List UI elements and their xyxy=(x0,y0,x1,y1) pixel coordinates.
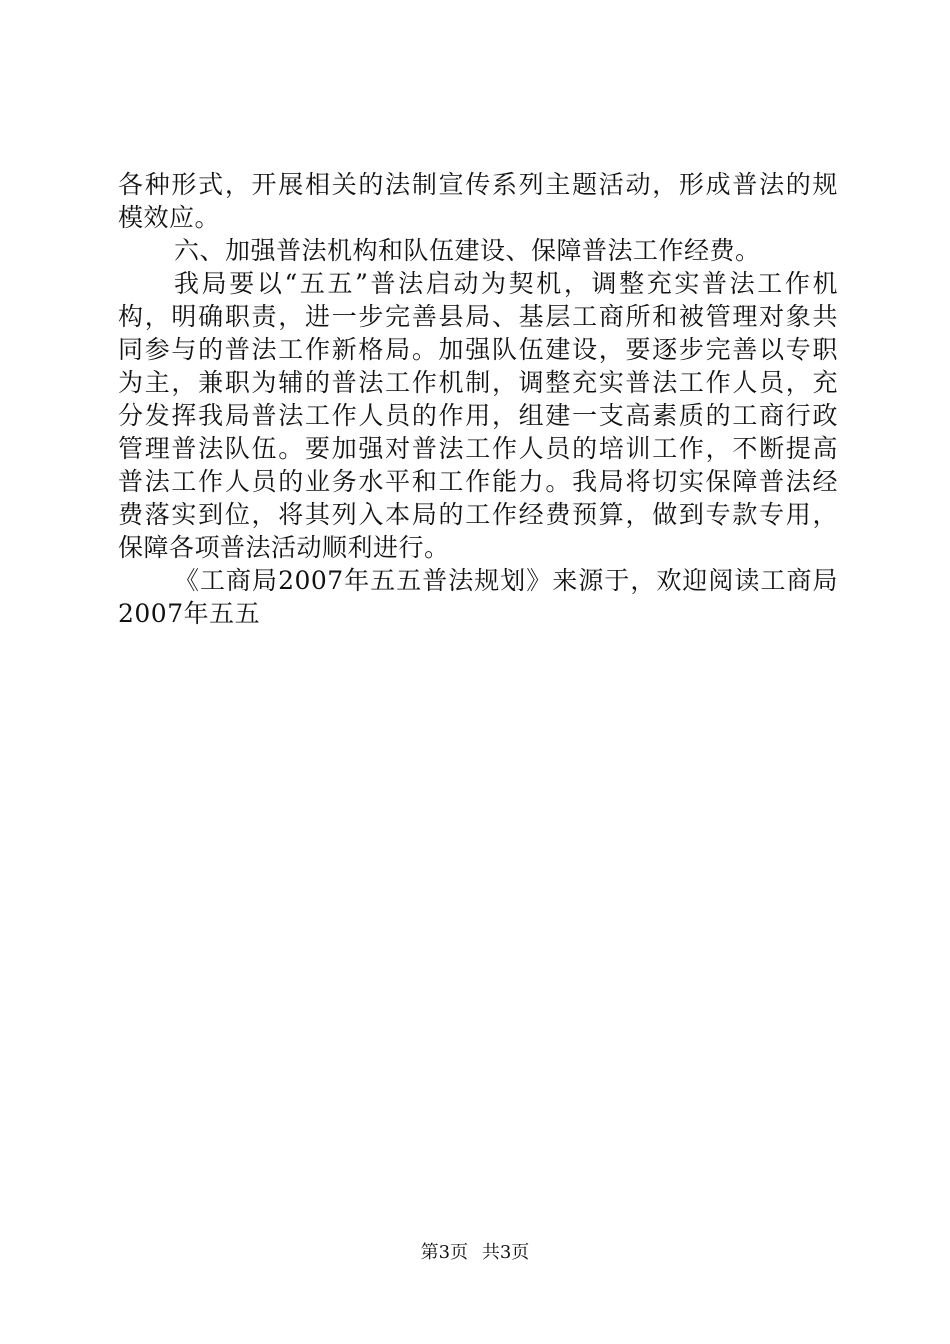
text-line: 为主，兼职为辅的普法工作机制，调整充实普法工作人员，充 xyxy=(118,368,838,397)
page-number: 第3页 xyxy=(420,1242,469,1263)
text-line: 模效应。 xyxy=(118,203,221,232)
text-line: 各种形式，开展相关的法制宣传系列主题活动，形成普法的规 xyxy=(118,170,838,199)
text-line: 普法工作人员的业务水平和工作能力。我局将切实保障普法经 xyxy=(118,467,838,496)
text-line: 我局要以“五五”普法启动为契机，调整充实普法工作机 xyxy=(174,269,838,298)
document-body xyxy=(118,168,838,630)
section-heading: 六、加强普法机构和队伍建设、保障普法工作经费。 xyxy=(174,236,761,265)
text-line: 分发挥我局普法工作人员的作用，组建一支高素质的工商行政 xyxy=(118,401,838,430)
text-line: 2007年五五 xyxy=(118,599,261,628)
text-line: 《工商局2007年五五普法规划》来源于，欢迎阅读工商局 xyxy=(174,566,838,595)
text-line: 费落实到位，将其列入本局的工作经费预算，做到专款专用， xyxy=(118,500,838,529)
text-line: 保障各项普法活动顺利进行。 xyxy=(118,533,450,562)
page-total: 共3页 xyxy=(481,1242,530,1263)
text-line: 同参与的普法工作新格局。加强队伍建设，要逐步完善以专职 xyxy=(118,335,838,364)
text-line: 管理普法队伍。要加强对普法工作人员的培训工作，不断提高 xyxy=(118,434,838,463)
page-footer xyxy=(0,1241,950,1265)
text-line: 构，明确职责，进一步完善县局、基层工商所和被管理对象共 xyxy=(118,302,838,331)
